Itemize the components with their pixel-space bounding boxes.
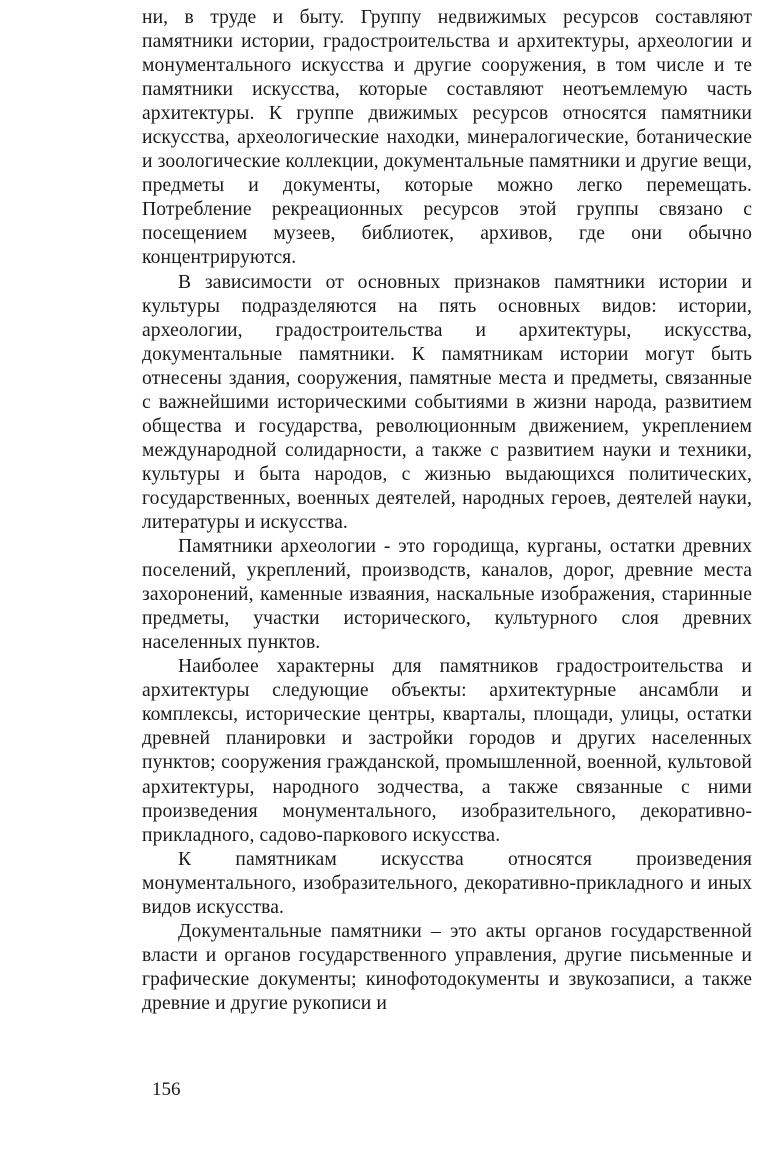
paragraph-archaeology: Памятники археологии - это городища, курганы, остатки древних поселений, укреплений, производств, каналов, дорог, древние места захоронений, каменные изваяния, наскальные изображения, старинные предметы, участки исторического, культурного слоя древних населенных пунктов. (142, 536, 752, 654)
paragraph-art: К памятникам искусства относятся произведения монументального, изобразительного, декоративно-прикладного и иных видов искусства. (142, 848, 752, 918)
paragraph-documentary: Документальные памятники – это акты органов государственной власти и органов государственного управления, другие письменные и графические документы; кинофотодокументы и звукозаписи, а также древние и другие рукописи и (142, 920, 752, 1014)
page-number: 156 (152, 1079, 181, 1100)
body-text (142, 6, 752, 1016)
paragraph-architecture: Наиболее характерны для памятников градостроительства и архитектуры следующие объекты: архитектурные ансамбли и комплексы, исторические центры, кварталы, площади, улицы, остатки древней планировки и застройки городов и других населенных пунктов; сооружения гражданской, промышленной, военной, культовой архитектуры, народного зодчества, а также связанные с ними произведения монументального, изобразительного, декоративно-прикладного, садово-паркового искусства. (142, 656, 752, 846)
paragraph-classification: В зависимости от основных признаков памятники истории и культуры подразделяются на пять основных видов: истории, археологии, градостроительства и архитектуры, искусства, документальные памятники. К памятникам истории могут быть отнесены здания, сооружения, памятные места и предметы, связанные с важнейшими историческими событиями в жизни народа, развитием общества и государства, революционным движением, укреплением международной солидарности, а также с развитием науки и техники, культуры и быта народов, с жизнью выдающихся политических, государственных, военных деятелей, народных героев, деятелей науки, литературы и искусства. (142, 271, 752, 533)
paragraph-continuation: ни, в труде и быту. Группу недвижимых ресурсов составляют памятники истории, градостроительства и архитектуры, археологии и монументального искусства и другие сооружения, в том числе и те памятники искусства, которые составляют неотъемлемую часть архитектуры. К группе движимых ресурсов относятся памятники искусства, археологические находки, минералогические, ботанические и зоологические коллекции, документальные памятники и другие вещи, предметы и документы, которые можно легко перемещать. Потребление рекреационных ресурсов этой группы связано с посещением музеев, библиотек, архивов, где они обычно концентрируются. (142, 7, 752, 269)
